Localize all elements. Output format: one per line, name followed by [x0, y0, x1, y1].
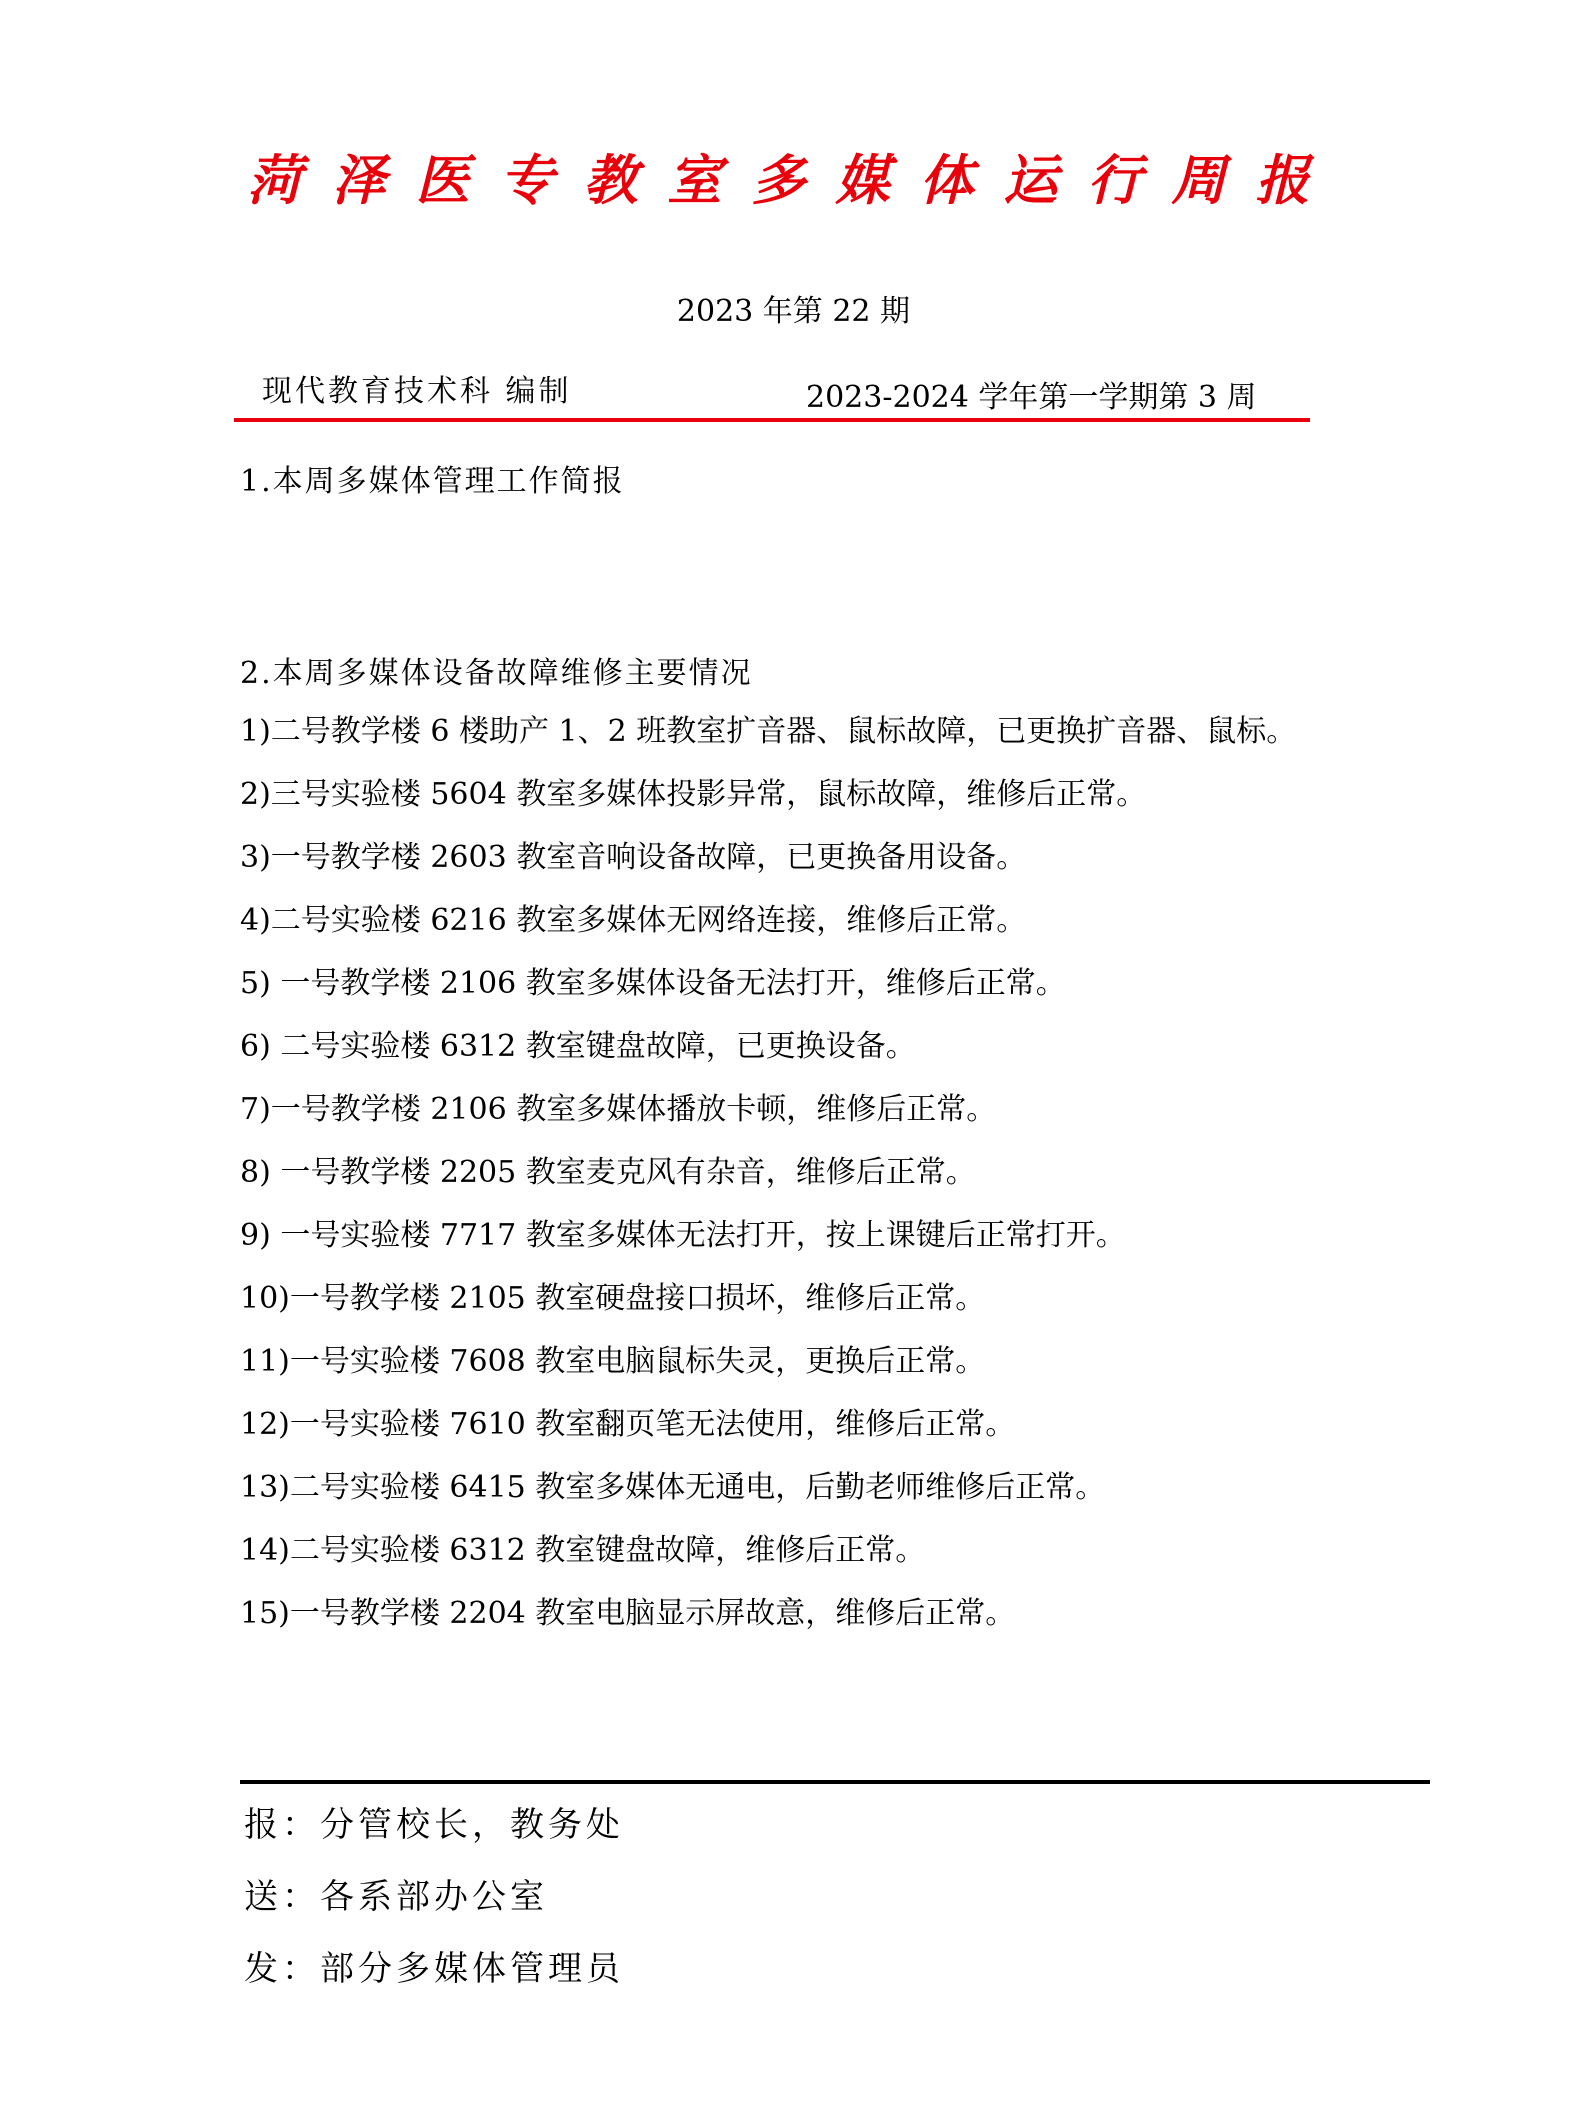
list-item: 9) 一号实验楼 7717 教室多媒体无法打开，按上课键后正常打开。: [240, 1218, 1126, 1253]
list-item: 5) 一号教学楼 2106 教室多媒体设备无法打开，维修后正常。: [240, 966, 1066, 1001]
issue-number: 2023 年第 22 期: [676, 294, 911, 329]
list-item: 13)二号实验楼 6415 教室多媒体无通电，后勤老师维修后正常。: [240, 1470, 1106, 1505]
list-item: 12)一号实验楼 7610 教室翻页笔无法使用，维修后正常。: [240, 1407, 1016, 1442]
editor-department: 现代教育技术科 编制: [262, 374, 572, 409]
repair-list: [240, 712, 1296, 1657]
list-item: 10)一号教学楼 2105 教室硬盘接口损坏，维修后正常。: [240, 1281, 986, 1316]
list-item: 11)一号实验楼 7608 教室电脑鼠标失灵，更换后正常。: [240, 1344, 986, 1379]
section-heading-weekly-brief: 1.本周多媒体管理工作简报: [240, 464, 625, 499]
list-item: 6) 二号实验楼 6312 教室键盘故障，已更换设备。: [240, 1029, 916, 1064]
list-item: 8) 一号教学楼 2205 教室麦克风有杂音，维修后正常。: [240, 1155, 976, 1190]
footer-divider: [240, 1780, 1430, 1784]
list-item: 1)二号教学楼 6 楼助产 1、2 班教室扩音器、鼠标故障，已更换扩音器、鼠标。: [240, 714, 1297, 749]
distribution-issue-to: 发：部分多媒体管理员: [244, 1949, 624, 1989]
list-item: 14)二号实验楼 6312 教室键盘故障，维修后正常。: [240, 1533, 926, 1568]
header-divider: [234, 418, 1310, 422]
report-title: 菏泽医专教室多媒体运行周报: [247, 148, 1340, 212]
list-item: 7)一号教学楼 2106 教室多媒体播放卡顿，维修后正常。: [240, 1092, 997, 1127]
list-item: 3)一号教学楼 2603 教室音响设备故障，已更换备用设备。: [240, 840, 1027, 875]
semester-week: 2023-2024 学年第一学期第 3 周: [806, 380, 1257, 415]
distribution-list: [244, 1803, 624, 2019]
distribution-report-to: 报：分管校长，教务处: [244, 1805, 624, 1845]
list-item: 2)三号实验楼 5604 教室多媒体投影异常，鼠标故障，维修后正常。: [240, 777, 1147, 812]
list-item: 15)一号教学楼 2204 教室电脑显示屏故意，维修后正常。: [240, 1596, 1016, 1631]
section-heading-repairs: 2.本周多媒体设备故障维修主要情况: [240, 656, 753, 691]
list-item: 4)二号实验楼 6216 教室多媒体无网络连接，维修后正常。: [240, 903, 1027, 938]
distribution-send-to: 送：各系部办公室: [244, 1877, 548, 1917]
